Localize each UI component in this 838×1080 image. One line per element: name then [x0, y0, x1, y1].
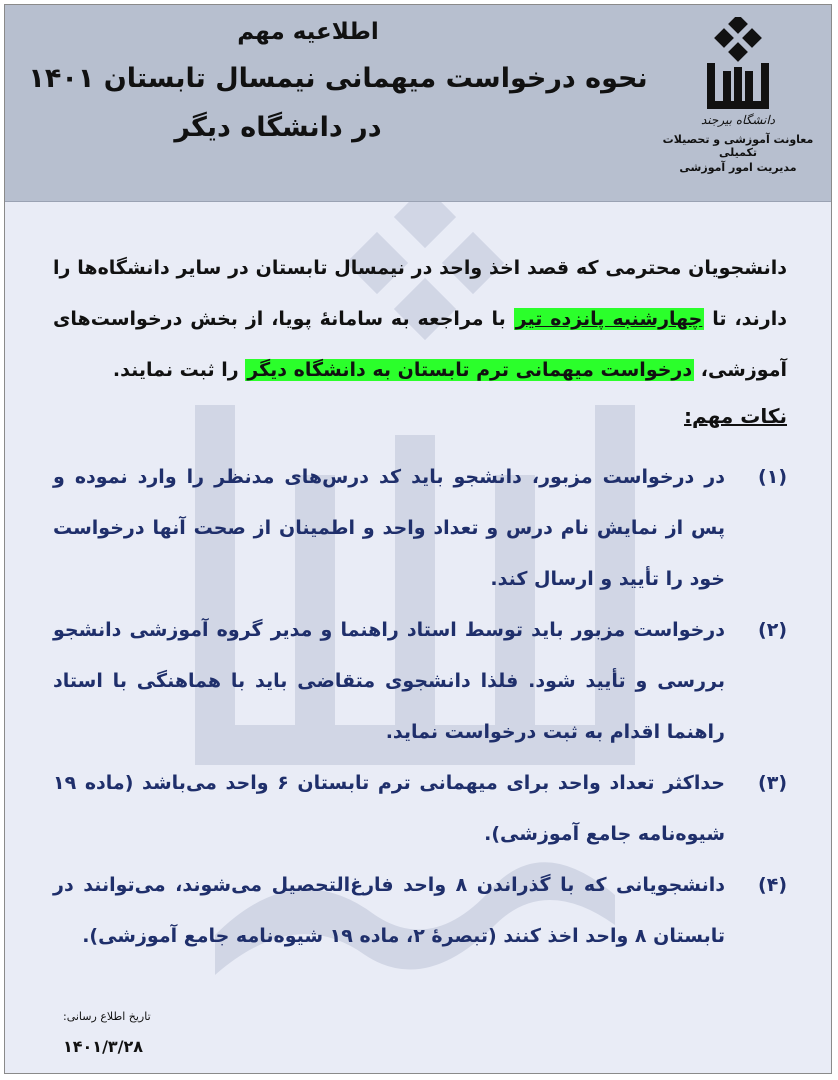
- header-band: [5, 5, 831, 202]
- note-item: [53, 605, 787, 758]
- department-line2: مدیریت امور آموزشی: [679, 161, 797, 174]
- university-logo: [653, 17, 823, 174]
- note-number: (۲): [758, 619, 787, 641]
- title-main: نحوه درخواست میهمانی نیمسال تابستان ۱۴۰۱: [28, 63, 648, 94]
- note-item: [53, 452, 787, 605]
- announcement-date: ۱۴۰۱/۳/۲۸: [63, 1037, 144, 1056]
- note-text: دانشجویانی که با گذراندن ۸ واحد فارغ‌التحصیل می‌شوند، می‌توانند در تابستان ۸ واحد اخذ کنند (تبصرۀ ۲، ماده ۱۹ شیوه‌نامه جامع آموزشی).: [53, 874, 725, 947]
- title-sub: در دانشگاه دیگر: [174, 112, 382, 143]
- note-item: [53, 758, 787, 860]
- title-block: [25, 19, 651, 143]
- deadline-highlight: چهارشنبه پانزده تیر: [515, 308, 703, 330]
- intro-text-3: را ثبت نمایند.: [112, 359, 246, 381]
- intro-text-1: دانشجویان محترمی که قصد اخذ واحد در نیمسال تابستان در سایر دانشگاه‌ها را دارند، تا: [53, 257, 787, 330]
- request-section-highlight: درخواست میهمانی ترم تابستان به دانشگاه دیگر: [247, 359, 693, 381]
- title-important-notice: اطلاعیه مهم: [237, 19, 379, 45]
- note-item: [53, 860, 787, 962]
- note-text: در درخواست مزبور، دانشجو باید کد درس‌های مدنظر را وارد نموده و پس از نمایش نام درس و تعداد واحد و اطمینان از صحت آنها درخواست خود را تأیید و ارسال کند.: [53, 466, 725, 590]
- note-text: درخواست مزبور باید توسط استاد راهنما و مدیر گروه آموزشی دانشجو بررسی و تأیید شود. فلذا دانشجوی متقاضی باید با هماهنگی با استاد راهنما اقدام به ثبت درخواست نماید.: [53, 619, 725, 743]
- note-text: حداکثر تعداد واحد برای میهمانی ترم تابستان ۶ واحد می‌باشد (ماده ۱۹ شیوه‌نامه جامع آموزشی).: [53, 772, 725, 845]
- announcement-date-label: تاریخ اطلاع رسانی:: [63, 1010, 151, 1023]
- note-number: (۱): [758, 466, 787, 488]
- notes-heading: نکات مهم:: [684, 404, 787, 428]
- note-number: (۳): [758, 772, 787, 794]
- note-number: (۴): [758, 874, 787, 896]
- notice-page: [4, 4, 832, 1074]
- intro-paragraph: [53, 243, 787, 396]
- notes-list: [53, 452, 787, 962]
- intro-text-2: با مراجعه به سامانۀ پویا، از بخش درخواست‌های آموزشی،: [53, 308, 787, 381]
- notice-body: [53, 243, 787, 962]
- university-name-script: دانشگاه بیرجند: [700, 113, 776, 127]
- university-emblem-icon: [701, 17, 775, 111]
- department-line1: معاونت آموزشی و تحصیلات تکمیلی: [662, 133, 814, 159]
